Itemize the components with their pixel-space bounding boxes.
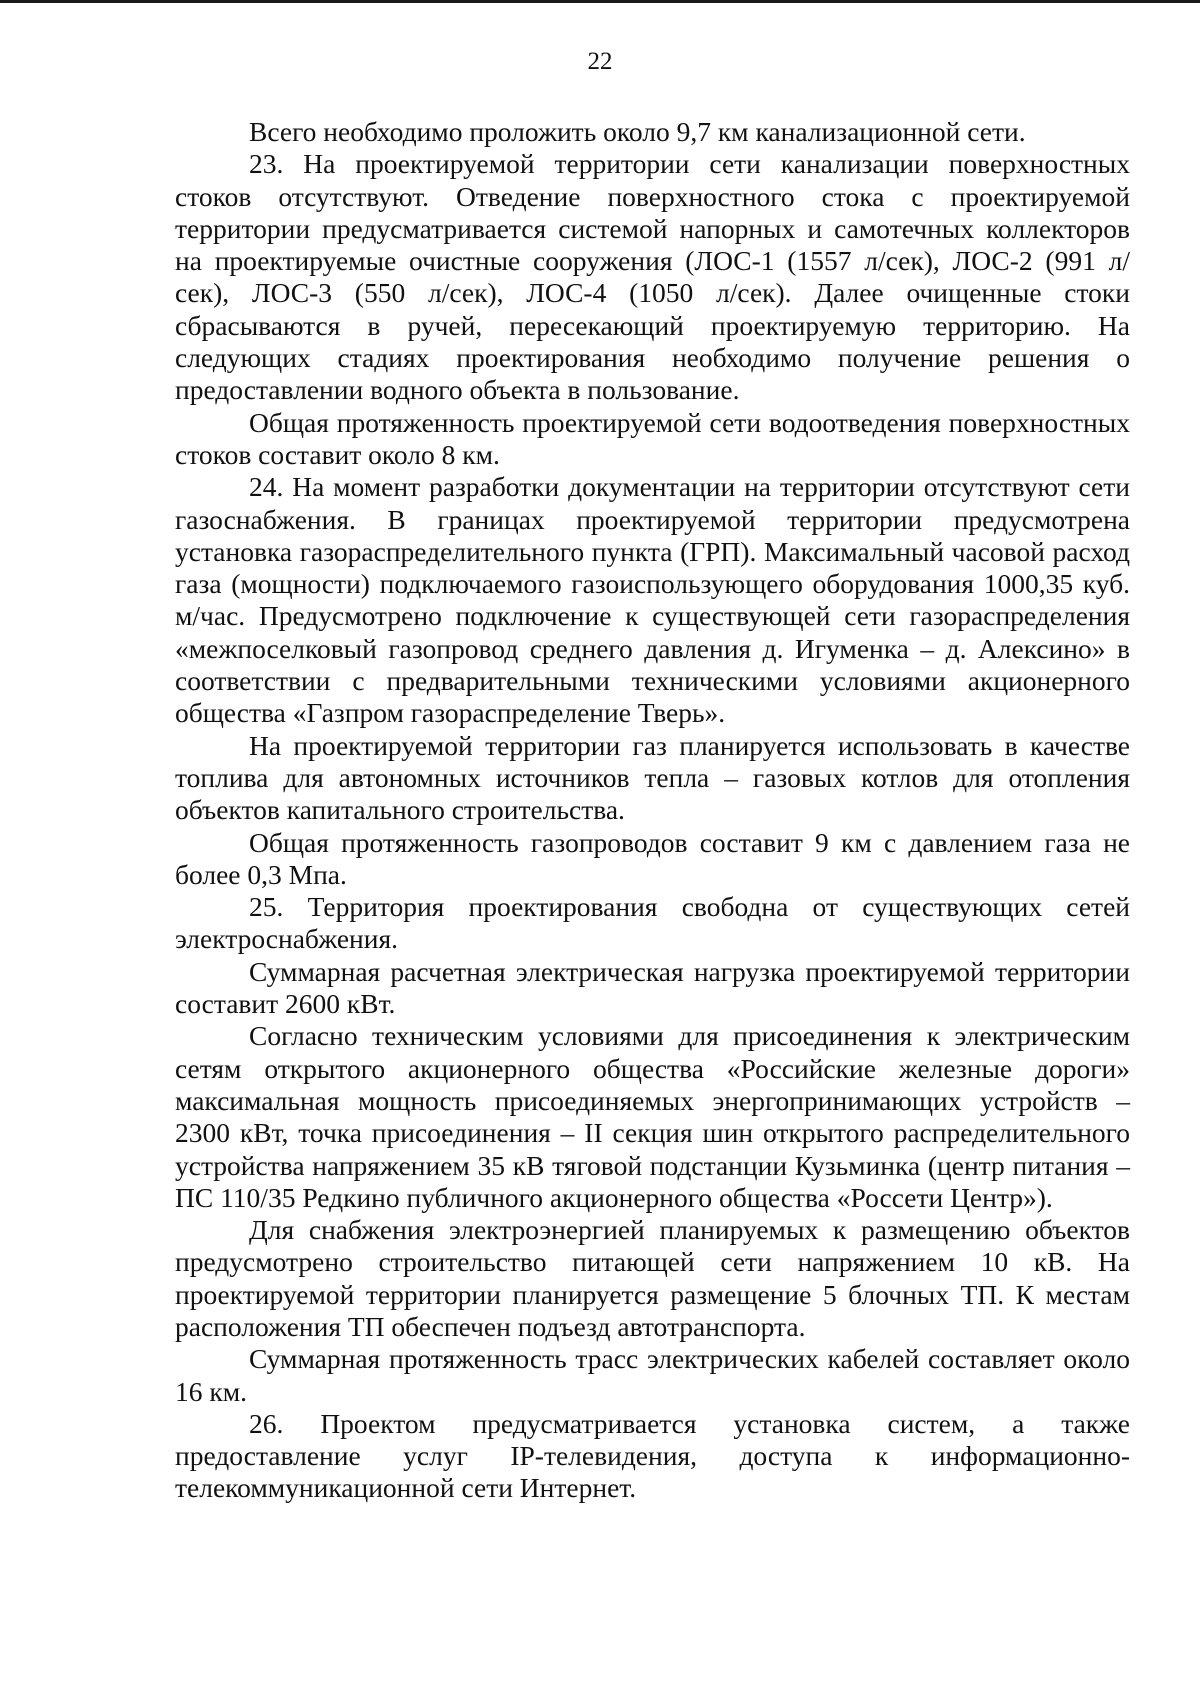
paragraph-sewer-total: Всего необходимо проложить около 9,7 км канализационной сети.	[249, 116, 1026, 147]
document-body	[175, 116, 1130, 1505]
paragraph-power-network: Для снабжения электроэнергией планируемых к размещению объектов предусмотрено строительство питающей сети напряжением 10 кВ. На проектируемой территории планируется размещение 5 блочных ТП. К местам расположения ТП обеспечен подъезд автотранспорта.	[175, 1214, 1130, 1342]
paragraph-25-power-supply: 25. Территория проектирования свободна от существующих сетей электроснабжения.	[175, 891, 1130, 955]
paragraph-23-stormwater: 23. На проектируемой территории сети канализации поверхностных стоков отсутствуют. Отведение поверхностного стока с проектируемой территории предусматривается системой напорных и самотечных коллекторов на проектируемые очистные сооружения (ЛОС-1 (1557 л/сек), ЛОС-2 (991 л/сек), ЛОС-3 (550 л/сек), ЛОС-4 (1050 л/сек). Далее очищенные стоки сбрасываются в ручей, пересекающий проектируемую территорию. На следующих стадиях проектирования необходимо получение решения о предоставлении водного объекта в пользование.	[175, 148, 1130, 406]
page-top-border	[0, 0, 1200, 3]
paragraph-26-telecom: 26. Проектом предусматривается установка систем, а также предоставление услуг IP-телевидения, доступа к информационно-телекоммуникационной сети Интернет.	[175, 1407, 1130, 1504]
paragraph-cable-length: Суммарная протяженность трасс электрических кабелей составляет около 16 км.	[175, 1343, 1130, 1407]
paragraph-power-conditions: Согласно техническим условиями для присоединения к электрическим сетям открытого акционерного общества «Российские железные дороги» максимальная мощность присоединяемых энергопринимающих устройств – 2300 кВт, точка присоединения – II секция шин открытого распределительного устройства напряжением 35 кВ тяговой подстанции Кузьминка (центр питания – ПС 110/35 Редкино публичного акционерного общества «Россети Центр»).	[175, 1020, 1130, 1213]
paragraph-gas-pipeline-length: Общая протяженность газопроводов составит 9 км с давлением газа не более 0,3 Мпа.	[175, 826, 1130, 890]
paragraph-stormwater-length: Общая протяженность проектируемой сети водоотведения поверхностных стоков составит около 8 км.	[175, 406, 1130, 470]
page-number: 22	[587, 48, 613, 75]
paragraph-gas-usage: На проектируемой территории газ планируется использовать в качестве топлива для автономных источников тепла – газовых котлов для отопления объектов капитального строительства.	[175, 729, 1130, 826]
paragraph-power-load: Суммарная расчетная электрическая нагрузка проектируемой территории составит 2600 кВт.	[175, 955, 1130, 1020]
paragraph-24-gas-supply: 24. На момент разработки документации на территории отсутствуют сети газоснабжения. В границах проектируемой территории предусмотрена установка газораспределительного пункта (ГРП). Максимальный часовой расход газа (мощности) подключаемого газоиспользующего оборудования 1000,35 куб. м/час. Предусмотрено подключение к существующей сети газораспределения «межпоселковый газопровод среднего давления д. Игуменка – д. Алексино» в соответствии с предварительными техническими условиями акционерного общества «Газпром газораспределение Тверь».	[175, 471, 1130, 729]
